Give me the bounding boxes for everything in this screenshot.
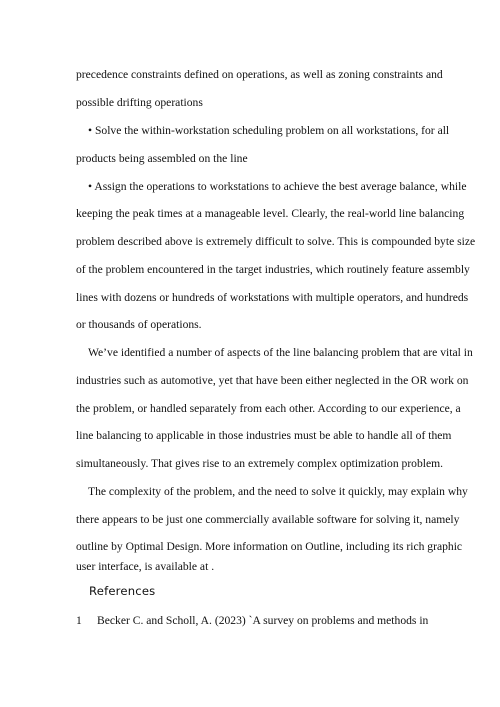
body-line: precedence constraints defined on operations, as well as zoning constraints and <box>76 68 443 81</box>
body-line: industries such as automotive, yet that have been either neglected in the OR work on <box>76 374 469 387</box>
bullet-line: • Assign the operations to workstations to achieve the best average balance, while <box>88 180 467 193</box>
body-line: products being assembled on the line <box>76 152 248 165</box>
body-line: of the problem encountered in the target industries, which routinely feature assembly <box>76 263 470 276</box>
reference-number: 1 <box>76 614 82 627</box>
bullet-line: • Solve the within-workstation scheduling problem on all workstations, for all <box>88 124 450 137</box>
body-line: line balancing to applicable in those industries must be able to handle all of them <box>76 429 452 442</box>
body-line: keeping the peak times at a manageable level. Clearly, the real-world line balancing <box>76 207 465 220</box>
paragraph-first-line: We’ve identified a number of aspects of the line balancing problem that are vital in <box>88 346 473 359</box>
paragraph-first-line: The complexity of the problem, and the need to solve it quickly, may explain why <box>88 485 468 498</box>
body-line: problem described above is extremely difficult to solve. This is compounded byte size <box>76 235 476 248</box>
body-line: simultaneously. That gives rise to an extremely complex optimization problem. <box>76 457 444 470</box>
body-line: lines with dozens or hundreds of workstations with multiple operators, and hundreds <box>76 291 469 304</box>
body-line: outline by Optimal Design. More information on Outline, including its rich graphic <box>76 540 463 553</box>
body-line: user interface, is available at . <box>76 560 215 573</box>
references-heading: References <box>89 584 156 598</box>
reference-text: Becker C. and Scholl, A. (2023) `A survey on problems and methods in <box>97 614 429 627</box>
body-line: or thousands of operations. <box>76 318 202 331</box>
body-line: there appears to be just one commercially available software for solving it, namely <box>76 513 460 526</box>
body-line: the problem, or handled separately from each other. According to our experience, a <box>76 402 461 415</box>
body-line: possible drifting operations <box>76 96 203 109</box>
